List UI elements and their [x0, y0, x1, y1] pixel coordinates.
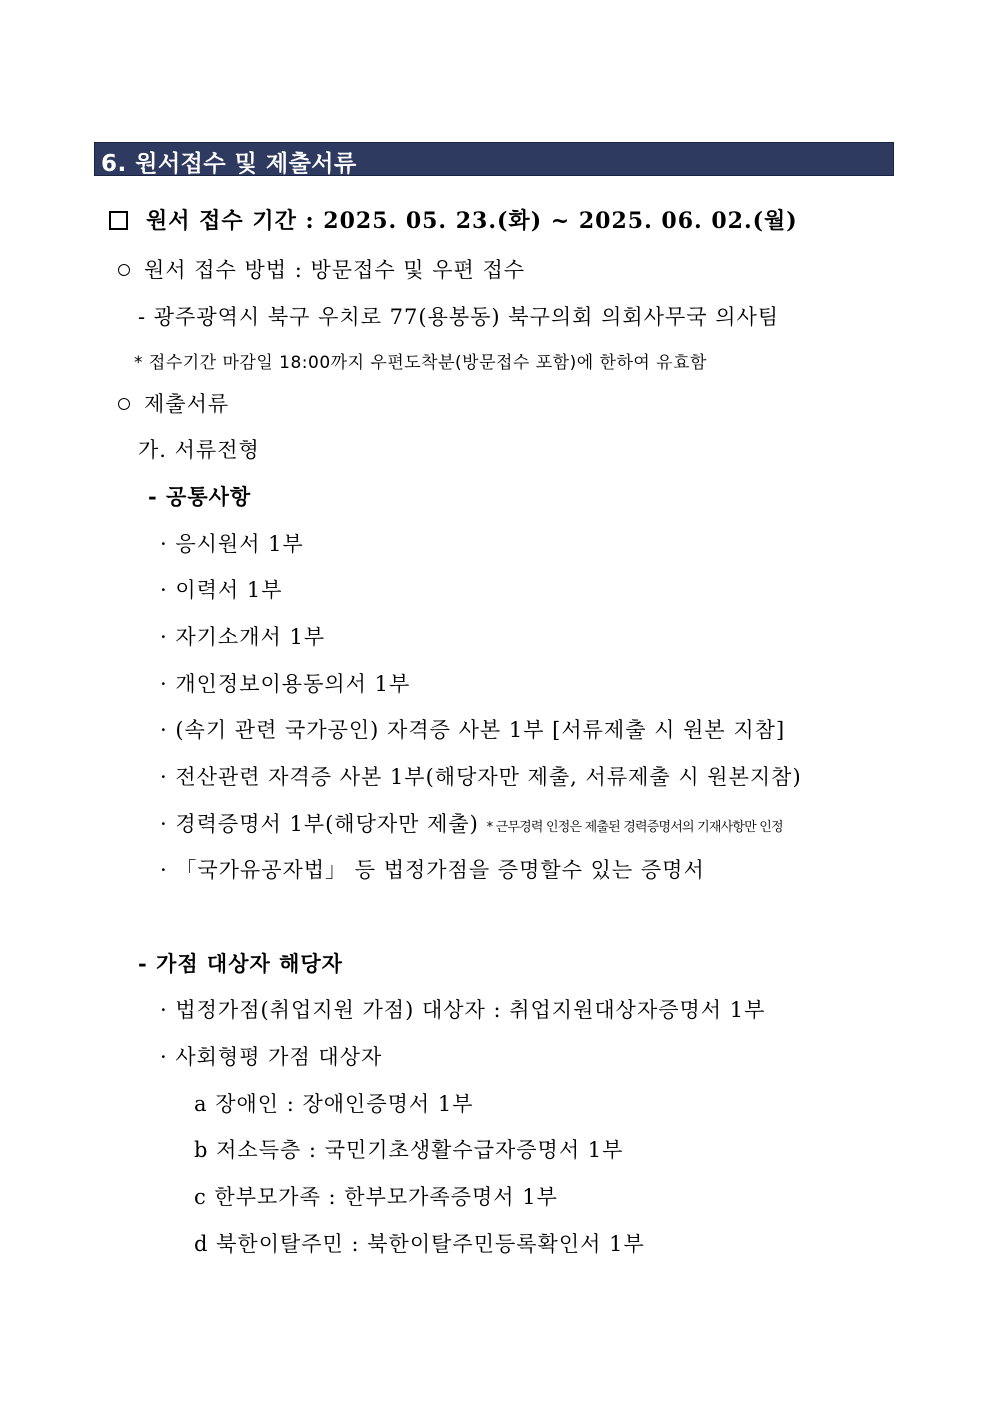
list-item: · 응시원서 1부: [160, 532, 304, 556]
sub-list-item: a 장애인 : 장애인증명서 1부: [194, 1092, 474, 1116]
list-item: · 이력서 1부: [160, 578, 283, 602]
sub-list-item: c 한부모가족 : 한부모가족증명서 1부: [194, 1185, 558, 1209]
list-item: · 사회형평 가점 대상자: [160, 1045, 383, 1069]
sub-list-item: b 저소득층 : 국민기초생활수급자증명서 1부: [194, 1138, 624, 1162]
common-heading: - 공통사항: [148, 484, 252, 509]
list-item: · 전산관련 자격증 사본 1부(해당자만 제출, 서류제출 시 원본지참): [160, 765, 802, 789]
section-title: 6. 원서접수 및 제출서류: [101, 151, 357, 177]
list-item: · 자기소개서 1부: [160, 625, 326, 649]
documents-title: 제출서류: [144, 392, 230, 416]
list-item: · 법정가점(취업지원 가점) 대상자 : 취업지원대상자증명서 1부: [160, 998, 766, 1022]
list-item: [160, 808, 783, 838]
document-screening-heading: 가. 서류전형: [138, 438, 260, 462]
section-header: [94, 142, 894, 176]
list-item: · 「국가유공자법」 등 법정가점을 증명할수 있는 증명서: [160, 858, 705, 882]
bonus-heading: - 가점 대상자 해당자: [138, 951, 343, 976]
career-item-text: · 경력증명서 1부(해당자만 제출): [160, 812, 479, 836]
circle-bullet-icon: [118, 398, 130, 410]
address-line: - 광주광역시 북구 우치로 77(용봉동) 북구의회 의회사무국 의사팀: [138, 305, 780, 329]
checkbox-icon: [109, 211, 128, 230]
career-note: * 근무경력 인정은 제출된 경력증명서의 기재사항만 인정: [486, 820, 783, 835]
list-item: · 개인정보이용동의서 1부: [160, 672, 411, 696]
application-period: 원서 접수 기간 : 2025. 05. 23.(화) ~ 2025. 06. 02.(월): [146, 208, 798, 234]
documents-line: [118, 388, 229, 418]
sub-list-item: d 북한이탈주민 : 북한이탈주민등록확인서 1부: [194, 1232, 645, 1256]
method-text: 원서 접수 방법 : 방문접수 및 우편 접수: [144, 258, 526, 282]
circle-bullet-icon: [118, 264, 130, 276]
deadline-note: * 접수기간 마감일 18:00까지 우편도착분(방문접수 포함)에 한하여 유효함: [134, 353, 707, 373]
list-item: · (속기 관련 국가공인) 자격증 사본 1부 [서류제출 시 원본 지참]: [160, 718, 786, 742]
method-line: [118, 254, 525, 284]
